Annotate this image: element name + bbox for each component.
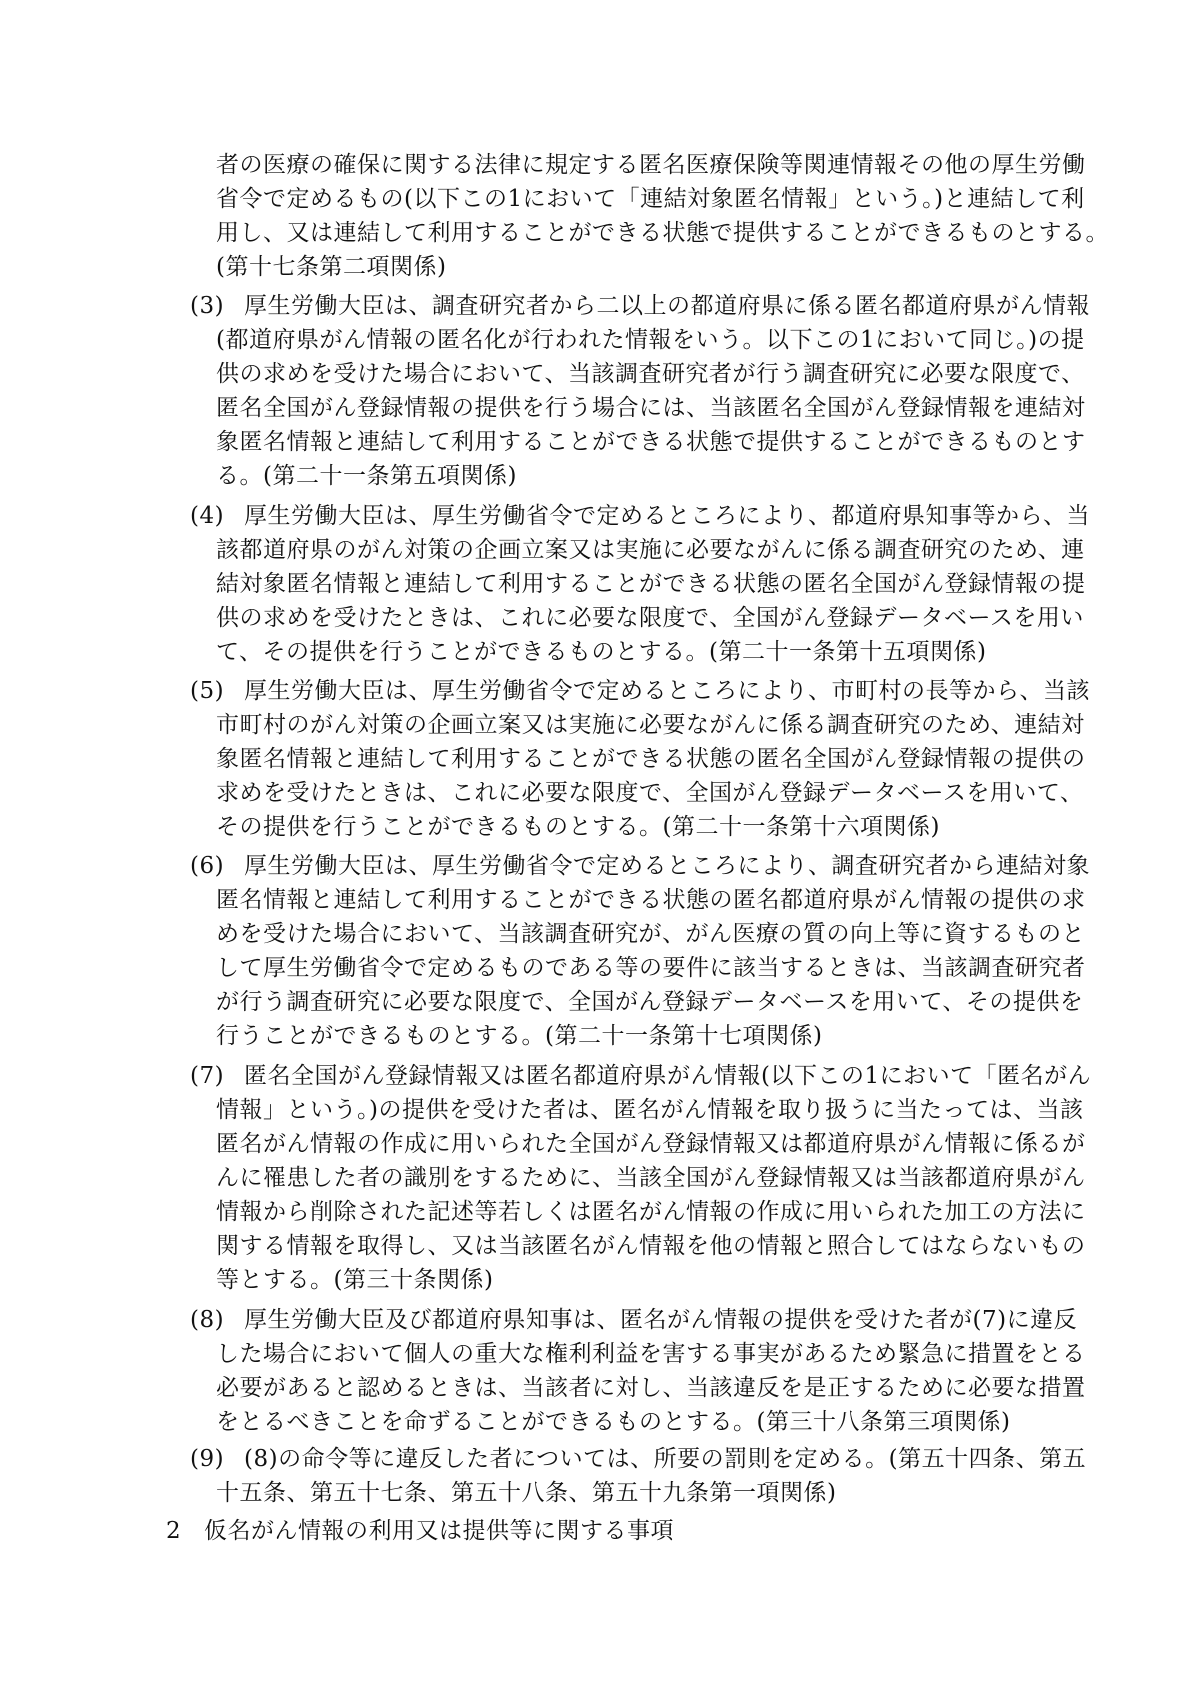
body-line: 情報から削除された記述等若しくは匿名がん情報の作成に用いられた加工の方法に: [216, 1199, 1086, 1225]
body-line: 等とする。(第三十条関係): [216, 1267, 494, 1293]
list-item-first-line: [190, 499, 1090, 533]
body-line: 供の求めを受けたときは、これに必要な限度で、全国がん登録データベースを用い: [216, 605, 1084, 631]
body-line: んに罹患した者の識別をするために、当該全国がん登録情報又は当該都道府県がん: [216, 1165, 1086, 1191]
item-number: (8): [190, 1307, 225, 1333]
body-line: (都道府県がん情報の匿名化が行われた情報をいう。以下この1において同じ。)の提: [216, 327, 1085, 353]
item-text: 厚生労働大臣は、厚生労働省令で定めるところにより、都道府県知事等から、当: [244, 503, 1090, 529]
body-line: をとるべきことを命ずることができるものとする。(第三十八条第三項関係): [216, 1409, 1011, 1435]
list-item-first-line: [190, 1059, 1091, 1093]
section-number: 2: [166, 1518, 182, 1544]
body-line: (第十七条第二項関係): [216, 254, 447, 280]
body-line: 匿名情報と連結して利用することができる状態の匿名都道府県がん情報の提供の求: [216, 887, 1086, 913]
body-line: 十五条、第五十七条、第五十八条、第五十九条第一項関係): [216, 1480, 837, 1506]
body-line: 匿名がん情報の作成に用いられた全国がん登録情報又は都道府県がん情報に係るが: [216, 1131, 1086, 1157]
body-line: 関する情報を取得し、又は当該匿名がん情報を他の情報と照合してはならないもの: [216, 1233, 1086, 1259]
body-line: 供の求めを受けた場合において、当該調査研究者が行う調査研究に必要な限度で、: [216, 361, 1085, 387]
section-heading: [166, 1514, 674, 1548]
body-line: その提供を行うことができるものとする。(第二十一条第十六項関係): [216, 814, 940, 840]
body-line: 象匿名情報と連結して利用することができる状態の匿名全国がん登録情報の提供の: [216, 746, 1086, 772]
list-item-first-line: [190, 289, 1090, 323]
list-item-first-line: [190, 674, 1090, 708]
list-item-first-line: [190, 1303, 1077, 1337]
body-line: 者の医療の確保に関する法律に規定する匿名医療保険等関連情報その他の厚生労働: [216, 152, 1086, 178]
body-line: て、その提供を行うことができるものとする。(第二十一条第十五項関係): [216, 639, 987, 665]
list-item-first-line: [190, 1442, 1086, 1476]
body-line: 省令で定めるもの(以下この1において「連結対象匿名情報」という。)と連結して利: [216, 186, 1085, 212]
body-line: して厚生労働省令で定めるものである等の要件に該当するときは、当該調査研究者: [216, 955, 1086, 981]
body-line: 該都道府県のがん対策の企画立案又は実施に必要ながんに係る調査研究のため、連: [216, 537, 1085, 563]
body-line: 象匿名情報と連結して利用することができる状態で提供することができるものとす: [216, 429, 1086, 455]
body-line: めを受けた場合において、当該調査研究が、がん医療の質の向上等に資するものと: [216, 921, 1086, 947]
body-line: 行うことができるものとする。(第二十一条第十七項関係): [216, 1023, 823, 1049]
item-text: (8)の命令等に違反した者については、所要の罰則を定める。(第五十四条、第五: [244, 1446, 1087, 1472]
item-number: (6): [190, 853, 225, 879]
body-line: 市町村のがん対策の企画立案又は実施に必要ながんに係る調査研究のため、連結対: [216, 712, 1085, 738]
item-text: 厚生労働大臣は、厚生労働省令で定めるところにより、調査研究者から連結対象: [244, 853, 1090, 879]
body-line: した場合において個人の重大な権利利益を害する事実があるため緊急に措置をとる: [216, 1341, 1086, 1367]
body-line: が行う調査研究に必要な限度で、全国がん登録データベースを用いて、その提供を: [216, 989, 1084, 1015]
body-line: 匿名全国がん登録情報の提供を行う場合には、当該匿名全国がん登録情報を連結対: [216, 395, 1086, 421]
body-line: 結対象匿名情報と連結して利用することができる状態の匿名全国がん登録情報の提: [216, 571, 1086, 597]
list-item-first-line: [190, 849, 1090, 883]
item-number: (7): [190, 1063, 225, 1089]
item-text: 匿名全国がん登録情報又は匿名都道府県がん情報(以下この1において「匿名がん: [244, 1063, 1092, 1089]
item-number: (5): [190, 678, 225, 704]
item-number: (4): [190, 503, 225, 529]
item-number: (9): [190, 1446, 225, 1472]
body-line: 情報」という。)の提供を受けた者は、匿名がん情報を取り扱うに当たっては、当該: [216, 1097, 1084, 1123]
body-line: る。(第二十一条第五項関係): [216, 463, 517, 489]
body-line: 用し、又は連結して利用することができる状態で提供することができるものとする。: [216, 220, 1109, 246]
section-title: 仮名がん情報の利用又は提供等に関する事項: [204, 1518, 674, 1544]
body-line: 求めを受けたときは、これに必要な限度で、全国がん登録データベースを用いて、: [216, 780, 1084, 806]
item-text: 厚生労働大臣は、厚生労働省令で定めるところにより、市町村の長等から、当該: [244, 678, 1090, 704]
item-text: 厚生労働大臣及び都道府県知事は、匿名がん情報の提供を受けた者が(7)に違反: [244, 1307, 1078, 1333]
item-text: 厚生労働大臣は、調査研究者から二以上の都道府県に係る匿名都道府県がん情報: [244, 293, 1090, 319]
body-line: 必要があると認めるときは、当該者に対し、当該違反を是正するために必要な措置: [216, 1375, 1086, 1401]
item-number: (3): [190, 293, 225, 319]
